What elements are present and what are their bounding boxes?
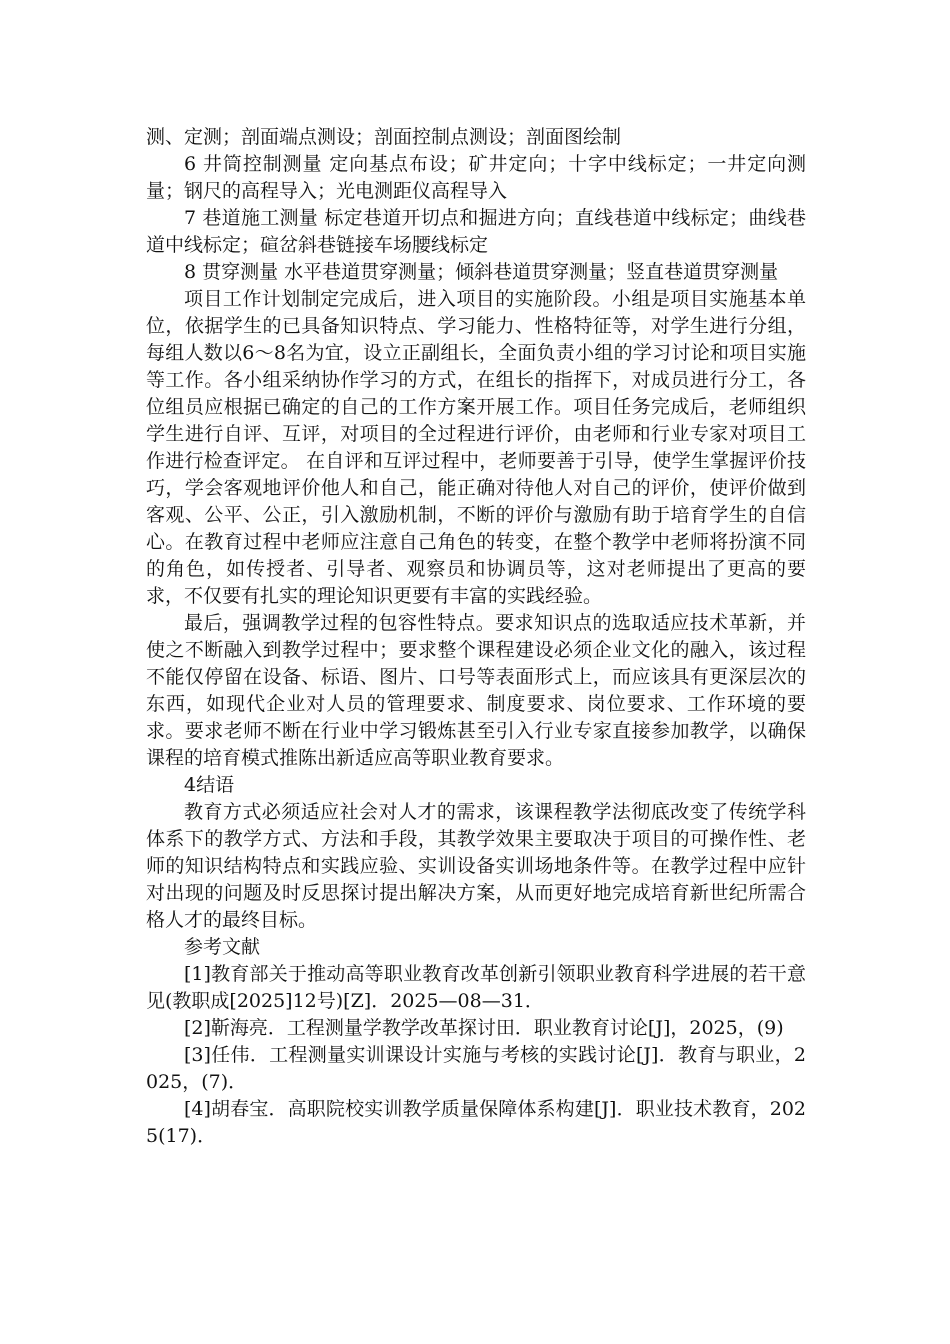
references-heading: 参考文献 [184,936,261,958]
paragraph-2: 6 井筒控制测量 定向基点布设；矿井定向；十字中线标定；一井定向测量；钢尺的高程导入；光电测距仪高程导入 [146,153,806,202]
paragraph-1: 测、定测；剖面端点测设；剖面控制点测设；剖面图绘制 [146,126,622,148]
reference-3: [3]任伟．工程测量实训课设计实施与考核的实践讨论[J]．教育与职业，2025，(7)． [146,1044,806,1093]
paragraph-5: 项目工作计划制定完成后，进入项目的实施阶段。小组是项目实施基本单位，依据学生的已具备知识特点、学习能力、性格特征等，对学生进行分组，每组人数以6～8名为宜，设立正副组长，全面负责小组的学习讨论和项目实施等工作。各小组采纳协作学习的方式，在组长的指挥下，对成员进行分工，各位组员应根据已确定的自己的工作方案开展工作。项目任务完成后，老师组织学生进行自评、互评，对项目的全过程进行评价，由老师和行业专家对项目工作进行检查评定。 在自评和互评过程中，老师要善于引导，使学生掌握评价技巧，学会客观地评价他人和自己，能正确对待他人对自己的评价，使评价做到客观、公平、公正，引入激励机制，不断的评价与激励有助于培育学生的自信心。在教育过程中老师应注意自己角色的转变，在整个教学中老师将扮演不同的角色，如传授者、引导者、观察员和协调员等，这对老师提出了更高的要求，不仅要有扎实的理论知识更要有丰富的实践经验。 [146,288,806,607]
paragraph-conclusion: 教育方式必须适应社会对人才的需求，该课程教学法彻底改变了传统学科体系下的教学方式、方法和手段，其教学效果主要取决于项目的可操作性、老师的知识结构特点和实践应验、实训设备实训场地条件等。在教学过程中应针对出现的问题及时反思探讨提出解决方案，从而更好地完成培育新世纪所需合格人才的最终目标。 [146,801,806,931]
reference-4: [4]胡春宝．高职院校实训教学质量保障体系构建[J]．职业技术教育，2025(17)． [146,1098,806,1147]
reference-2: [2]靳海亮．工程测量学教学改革探讨田．职业教育讨论[J]，2025，(9) [184,1017,784,1039]
section-heading-conclusion: 4结语 [184,774,235,796]
reference-1: [1]教育部关于推动高等职业教育改革创新引领职业教育科学进展的若干意见(教职成[2025]12号)[Z]．2025—08—31． [146,963,806,1012]
paragraph-3: 7 巷道施工测量 标定巷道开切点和掘进方向；直线巷道中线标定；曲线巷道中线标定；碹岔斜巷链接车场腰线标定 [146,207,806,256]
document-body [146,124,806,1150]
paragraph-6: 最后，强调教学过程的包容性特点。要求知识点的选取适应技术革新，并使之不断融入到教学过程中；要求整个课程建设必须企业文化的融入，该过程不能仅停留在设备、标语、图片、口号等表面形式上，而应该具有更深层次的东西，如现代企业对人员的管理要求、制度要求、岗位要求、工作环境的要求。要求老师不断在行业中学习锻炼甚至引入行业专家直接参加教学，以确保课程的培育模式推陈出新适应高等职业教育要求。 [146,612,806,769]
paragraph-4: 8 贯穿测量 水平巷道贯穿测量；倾斜巷道贯穿测量；竖直巷道贯穿测量 [184,261,779,283]
